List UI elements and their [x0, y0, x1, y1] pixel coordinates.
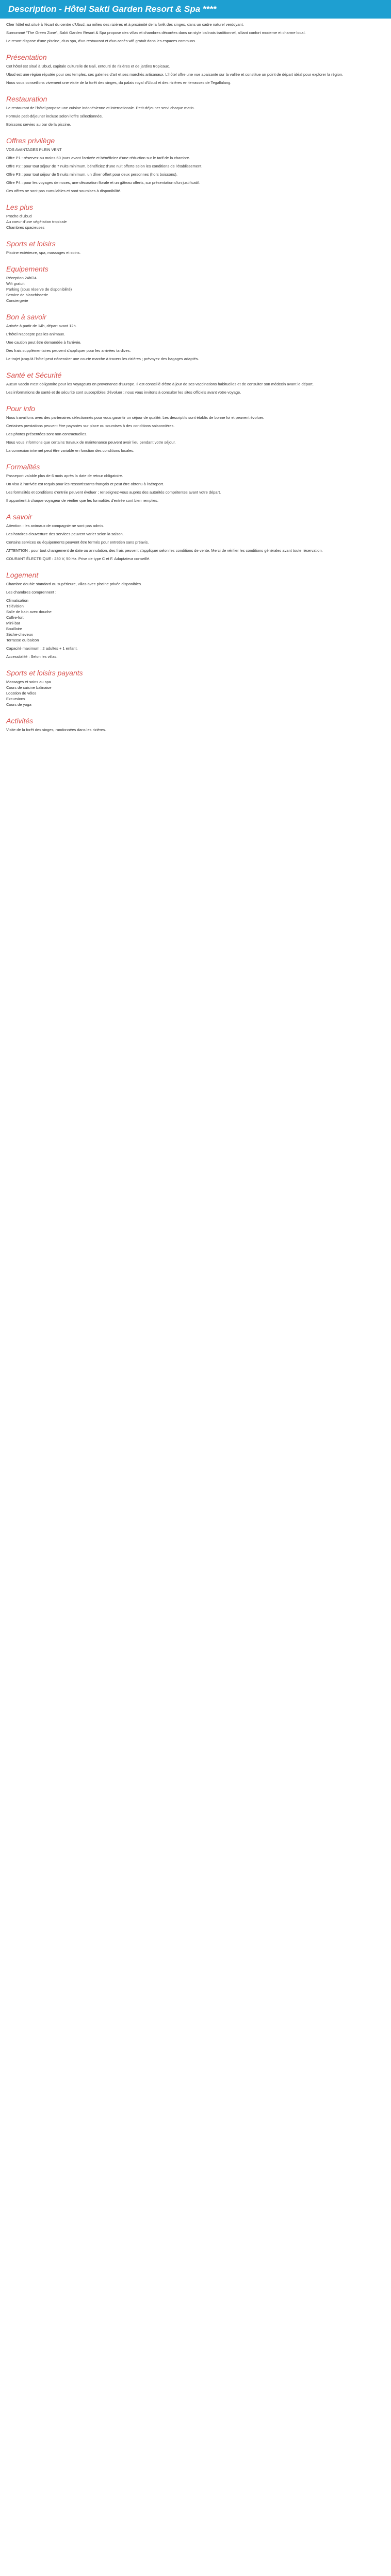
logement-capacity: Capacité maximum : 2 adultes + 1 enfant. — [6, 646, 78, 651]
list-item: Cours de cuisine balinaise — [6, 685, 52, 690]
formalites-paragraph: Un visa à l'arrivée est requis pour les ressortissants français et peut être obtenu à l'aéroport. — [6, 482, 164, 486]
list-item: Coffre-fort — [6, 615, 24, 620]
a-savoir-paragraph: Certains services ou équipements peuvent être fermés pour entretien sans préavis. — [6, 540, 149, 545]
list-item: Climatisation — [6, 598, 28, 603]
list-item: Télévision — [6, 604, 24, 608]
presentation-paragraph: Ubud est une région réputée pour ses temples, ses galeries d'art et ses marchés artisanaux. L'hôtel offre une vue apaisante sur la vallée et constitue un point de départ idéal pour explorer la région. — [6, 72, 344, 77]
list-item: Mini-bar — [6, 621, 21, 625]
list-item: Parking (sous réserve de disponibilité) — [6, 287, 72, 292]
formalites-paragraph: Passeport valable plus de 6 mois après la date de retour obligatoire. — [6, 473, 123, 478]
logement-list — [6, 598, 385, 643]
list-item: Chambres spacieuses — [6, 225, 45, 230]
offres-paragraph: Offre P1 : réservez au moins 60 jours avant l'arrivée et bénéficiez d'une réduction sur le tarif de la chambre. — [6, 156, 190, 160]
sports-list — [6, 250, 385, 256]
a-savoir-paragraph: Les horaires d'ouverture des services peuvent varier selon la saison. — [6, 532, 124, 536]
list-item: Bouilloire — [6, 626, 22, 631]
sante-paragraph: Les informations de santé et de sécurité sont susceptibles d'évoluer ; nous vous invitons à consulter les sites officiels avant votre voyage. — [6, 390, 241, 395]
intro-paragraph: Le resort dispose d'une piscine, d'un spa, d'un restaurant et d'un accès wifi gratuit dans les espaces communs. — [6, 39, 197, 43]
offres-paragraph: Offre P3 : pour tout séjour de 5 nuits minimum, un dîner offert pour deux personnes (hors boissons). — [6, 172, 177, 177]
bon-a-savoir-paragraph: Des frais supplémentaires peuvent s'appliquer pour les arrivées tardives. — [6, 348, 131, 353]
pour-info-paragraph: La connexion internet peut être variable en fonction des conditions locales. — [6, 448, 135, 453]
presentation-paragraph: Cet hôtel est situé à Ubud, capitale culturelle de Bali, entouré de rizières et de jardins tropicaux. — [6, 64, 170, 69]
logement-paragraph: Chambre double standard ou supérieure, villas avec piscine privée disponibles. — [6, 582, 142, 586]
pour-info-paragraph: Nous vous informons que certains travaux de maintenance peuvent avoir lieu pendant votre séjour. — [6, 440, 176, 445]
logement-paragraph: Les chambres comprennent : — [6, 590, 57, 595]
attention-notice: ATTENTION : pour tout changement de date ou annulation, des frais peuvent s'appliquer selon les conditions de vente. Merci de vérifier les conditions générales avant toute réservation. — [6, 548, 323, 553]
bon-a-savoir-paragraph: Une caution peut être demandée à l'arrivée. — [6, 340, 82, 345]
bon-a-savoir-paragraph: Le trajet jusqu'à l'hôtel peut nécessiter une courte marche à travers les rizières ; prévoyez des bagages adaptés. — [6, 357, 199, 361]
les-plus-list — [6, 213, 385, 230]
list-item: Sèche-cheveux — [6, 632, 33, 637]
equipements-list — [6, 275, 385, 303]
section-heading-pour-info: Pour info — [6, 404, 36, 413]
description-content — [0, 22, 391, 745]
list-item: Salle de bain avec douche — [6, 609, 52, 614]
restauration-paragraph: Le restaurant de l'hôtel propose une cuisine indonésienne et internationale. Petit-déjeuner servi chaque matin. — [6, 106, 195, 110]
section-heading-sante: Santé et Sécurité — [6, 371, 62, 379]
offres-paragraph: VOS AVANTAGES PLEIN VENT — [6, 147, 62, 152]
list-item: Terrasse ou balcon — [6, 638, 39, 642]
section-heading-presentation: Présentation — [6, 53, 47, 61]
list-item: Service de blanchisserie — [6, 293, 48, 297]
section-heading-offres: Offres privilège — [6, 137, 55, 145]
list-item: Au coeur d'une végétation tropicale — [6, 219, 67, 224]
section-heading-formalites: Formalités — [6, 463, 40, 471]
pour-info-paragraph: Certaines prestations peuvent être payantes sur place ou soumises à des conditions saisonnières. — [6, 423, 175, 428]
restauration-paragraph: Formule petit-déjeuner incluse selon l'offre sélectionnée. — [6, 114, 103, 118]
list-item: Location de vélos — [6, 691, 37, 696]
list-item: Conciergerie — [6, 298, 28, 303]
section-heading-bon-a-savoir: Bon à savoir — [6, 313, 46, 321]
activites-paragraph: Visite de la forêt des singes, randonnées dans les rizières. — [6, 727, 106, 732]
section-heading-equipements: Equipements — [6, 265, 48, 273]
page-title: Description - Hôtel Sakti Garden Resort & Spa **** — [8, 4, 217, 14]
section-heading-les-plus: Les plus — [6, 203, 34, 211]
section-heading-a-savoir: A savoir — [6, 513, 32, 521]
list-item: Excursions — [6, 697, 25, 701]
offres-paragraph: Offre P4 : pour les voyages de noces, une décoration florale et un gâteau offerts, sur présentation d'un justificatif. — [6, 180, 200, 185]
section-heading-logement: Logement — [6, 571, 39, 579]
list-item: Cours de yoga — [6, 702, 31, 707]
pour-info-paragraph: Les photos présentées sont non contractuelles. — [6, 432, 88, 436]
intro-paragraph: Surnommé "The Green Zone", Sakti Garden Resort & Spa propose des villas et chambres décorées dans un style balinais traditionnel, alliant confort moderne et charme local. — [6, 30, 306, 35]
bon-a-savoir-paragraph: L'hôtel n'accepte pas les animaux. — [6, 332, 66, 336]
section-heading-sports: Sports et loisirs — [6, 240, 56, 248]
offres-paragraph: Offre P2 : pour tout séjour de 7 nuits minimum, bénéficiez d'une nuit offerte selon les conditions de l'établissement. — [6, 164, 203, 168]
sante-paragraph: Aucun vaccin n'est obligatoire pour les voyageurs en provenance d'Europe. Il est conseillé d'être à jour de ses vaccinations habituelles et de consulter son médecin avant le départ. — [6, 382, 314, 386]
section-heading-activites: Activités — [6, 717, 34, 725]
restauration-paragraph: Boissons servies au bar de la piscine. — [6, 122, 71, 127]
courant-notice: COURANT ÉLECTRIQUE : 230 V, 50 Hz. Prise de type C et F. Adaptateur conseillé. — [6, 556, 151, 561]
page-banner — [0, 0, 391, 19]
bon-a-savoir-paragraph: Arrivée à partir de 14h, départ avant 12h. — [6, 324, 77, 328]
a-savoir-paragraph: Attention : les animaux de compagnie ne sont pas admis. — [6, 523, 105, 528]
formalites-paragraph: Les formalités et conditions d'entrée peuvent évoluer ; renseignez-vous auprès des autorités compétentes avant votre départ. — [6, 490, 221, 495]
list-item: Piscine extérieure, spa, massages et soins. — [6, 250, 81, 255]
offres-paragraph: Ces offres ne sont pas cumulables et sont soumises à disponibilité. — [6, 189, 121, 193]
list-item: Wifi gratuit — [6, 281, 25, 286]
logement-accessibility: Accessibilité : Selon les villas. — [6, 654, 58, 659]
list-item: Massages et soins au spa — [6, 680, 51, 684]
pour-info-paragraph: Nous travaillons avec des partenaires sélectionnés pour vous garantir un séjour de qualité. Les descriptifs sont établis de bonne foi et peuvent évoluer. — [6, 415, 264, 420]
sports-loisirs-list — [6, 679, 385, 707]
intro-paragraph: Cher hôtel est situé à l'écart du centre d'Ubud, au milieu des rizières et à proximité de la forêt des singes, dans un cadre naturel verdoyant. — [6, 22, 244, 27]
section-heading-sports-loisirs: Sports et loisirs payants — [6, 669, 83, 677]
presentation-paragraph: Nous vous conseillons vivement une visite de la forêt des singes, du palais royal d'Ubud et des rizières en terrasses de Tegallalang. — [6, 80, 232, 85]
list-item: Réception 24h/24 — [6, 276, 37, 280]
formalites-paragraph: Il appartient à chaque voyageur de vérifier que les formalités d'entrée sont bien remplies. — [6, 498, 158, 503]
section-heading-restauration: Restauration — [6, 95, 47, 103]
list-item: Proche d'Ubud — [6, 214, 32, 218]
